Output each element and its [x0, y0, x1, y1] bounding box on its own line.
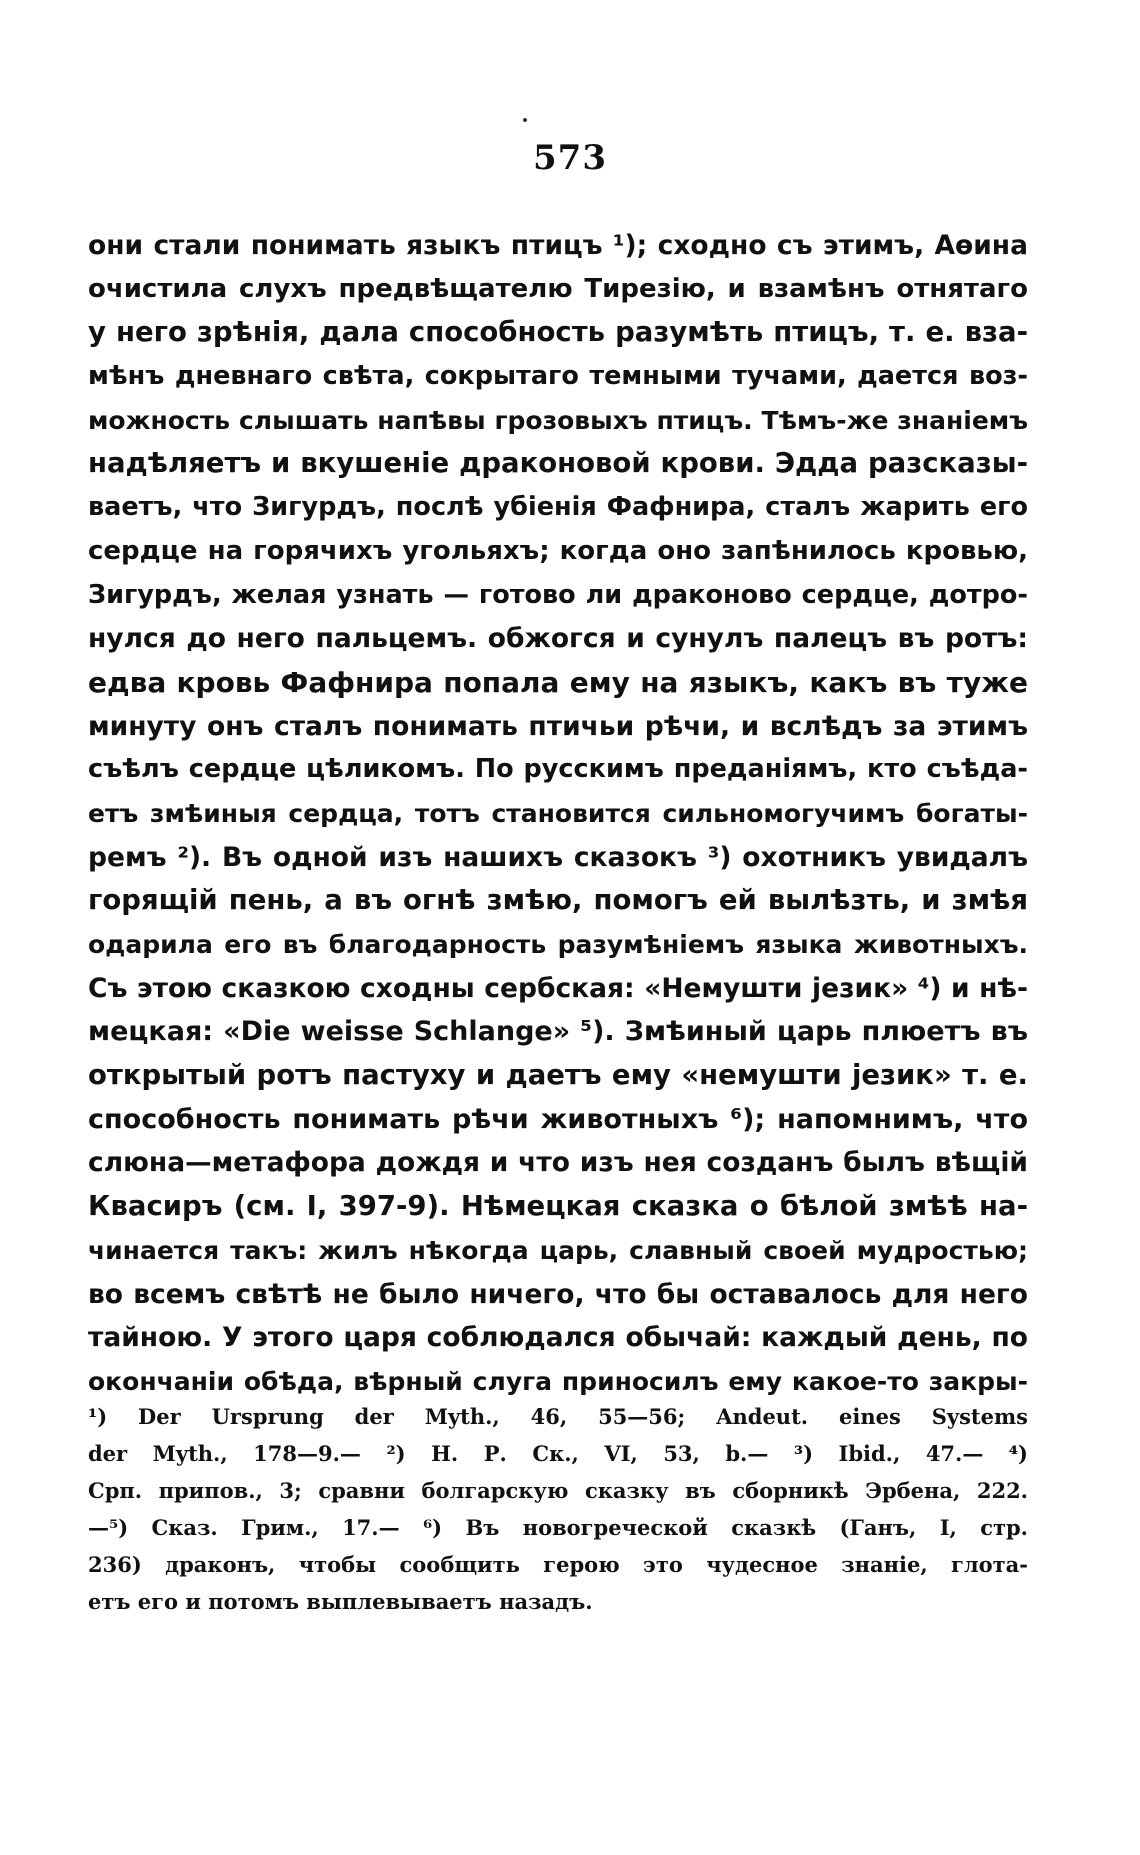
text-line: Зигурдъ, желая узнать — готово ли драконово сердце, дотро-	[88, 579, 1028, 610]
text-line: ремъ ²). Въ одной изъ нашихъ сказокъ ³) охотникъ увидалъ	[88, 841, 1028, 873]
text-line: Квасиръ (см. I, 397-9). Нѣмецкая сказка о бѣлой змѣѣ на-	[88, 1190, 1028, 1223]
footnote-line: етъ его и потомъ выплевываетъ назадъ.	[88, 1589, 593, 1614]
text-line: сердце на горячихъ угольяхъ; когда оно запѣнилось кровью,	[88, 535, 1028, 566]
text-line: мѣнъ дневнаго свѣта, сокрытаго темными тучами, дается воз-	[88, 361, 1028, 392]
footnotes-block	[88, 1398, 1028, 1620]
footnote-line: —⁵) Сказ. Грим., 17.— ⁶) Въ новогреческой сказкѣ (Ганъ, I, стр.	[88, 1515, 1028, 1540]
text-line: во всемъ свѣтѣ не было ничего, что бы оставалось для него	[88, 1278, 1028, 1310]
text-line: у него зрѣнія, дала способность разумѣть птицъ, т. е. вза-	[88, 316, 1028, 349]
text-line: мецкая: «Die weisse Schlange» ⁵). Змѣиный царь плюетъ въ	[88, 1016, 1028, 1048]
text-line: одарила его въ благодарность разумѣніемъ языка животныхъ.	[88, 930, 1028, 959]
footnote-line: Срп. припов., 3; сравни болгарскую сказку въ сборникѣ Эрбена, 222.	[88, 1478, 1028, 1503]
text-line: минуту онъ сталъ понимать птичьи рѣчи, и вслѣдъ за этимъ	[88, 710, 1028, 742]
text-line: чинается такъ: жилъ нѣкогда царь, славный своей мудростью;	[88, 1235, 1028, 1265]
main-text-block	[88, 224, 1028, 1404]
page-mark-dot	[523, 118, 527, 122]
text-line: способность понимать рѣчи животныхъ ⁶); напомнимъ, что	[88, 1103, 1028, 1135]
text-line: ваетъ, что Зигурдъ, послѣ убіенія Фафнира, сталъ жарить его	[88, 492, 1028, 523]
text-line: нулся до него пальцемъ. обжогся и сунулъ палецъ въ ротъ:	[88, 623, 1028, 655]
text-line: едва кровь Фафнира попала ему на языкъ, какъ въ туже	[88, 665, 1028, 699]
page-number: 573	[533, 138, 607, 178]
text-line: слюна—метафора дождя и что изъ нея созданъ былъ вѣщій	[88, 1147, 1028, 1179]
text-line: очистила слухъ предвѣщателю Тирезію, и взамѣнъ отнятаго	[88, 273, 1028, 304]
text-line: горящій пень, а въ огнѣ змѣю, помогъ ей вылѣзть, и змѣя	[88, 884, 1028, 917]
text-line: надѣляетъ и вкушеніе драконовой крови. Эдда разсказы-	[88, 447, 1028, 480]
text-line: они стали понимать языкъ птицъ ¹); сходно съ этимъ, Аѳина	[88, 230, 1028, 261]
footnote-line: der Myth., 178—9.— ²) Н. Р. Ск., VI, 53, b.— ³) Ibid., 47.— ⁴)	[88, 1441, 1028, 1466]
footnote-line: ¹) Der Ursprung der Myth., 46, 55—56; Andeut. eines Systems	[88, 1404, 1028, 1429]
text-line: открытый ротъ пастуху и даетъ ему «немушти језик» т. е.	[88, 1059, 1028, 1092]
text-line: тайною. У этого царя соблюдался обычай: каждый день, по	[88, 1322, 1028, 1354]
text-line: можность слышать напѣвы грозовыхъ птицъ. Тѣмъ-же знаніемъ	[88, 405, 1028, 435]
footnote-line: 236) драконъ, чтобы сообщить герою это чудесное знаніе, глота-	[88, 1552, 1028, 1577]
text-line: съѣлъ сердце цѣликомъ. По русскимъ преданіямъ, кто съѣда-	[88, 754, 1028, 785]
text-line: окончаніи обѣда, вѣрный слуга приносилъ ему какое-то закры-	[88, 1366, 1028, 1396]
text-line: Съ этою сказкою сходны сербская: «Немушти језик» ⁴) и нѣ-	[88, 972, 1028, 1004]
text-line: етъ змѣиныя сердца, тотъ становится сильномогучимъ богаты-	[88, 798, 1028, 828]
